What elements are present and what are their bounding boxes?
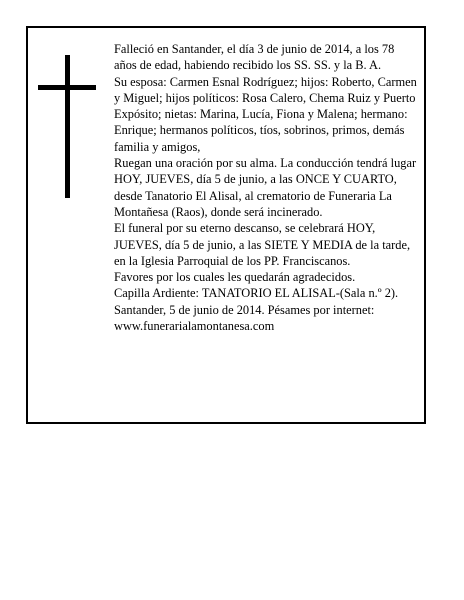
funeral-procession-details: Ruegan una oración por su alma. La conducción tendrá lugar HOY, JUEVES, día 5 de junio, a las ONCE Y CUARTO, desde Tanatorio El Alisal, al crematorio de Funeraria La Montañesa (Raos), donde será incinerado. (114, 156, 417, 219)
cross-vertical-bar (65, 55, 70, 198)
cross-icon (38, 55, 96, 198)
date-and-condolences: Santander, 5 de junio de 2014. Pésames por internet: www.funerarialamontanesa.com (114, 302, 375, 334)
cross-horizontal-bar (38, 85, 96, 90)
chapel-location: Capilla Ardiente: TANATORIO EL ALISAL-(Sala n.º 2). (114, 286, 399, 301)
obituary-notice (26, 26, 426, 424)
family-list: Su esposa: Carmen Esnal Rodríguez; hijos: Roberto, Carmen y Miguel; hijos políticos: Rosa Calero, Chema Ruiz y Puerto Expósito; nietas: Marina, Lucía, Fiona y Malena; hermano: Enrique; hermanos políticos, tíos, sobrinos, primos, demás familia y amigos, (114, 74, 417, 154)
funeral-mass-details: El funeral por su eterno descanso, se celebrará HOY, JUEVES, día 5 de junio, a las SIETE Y MEDIA de la tarde, en la Iglesia Parroquial de los PP. Franciscanos. (114, 221, 411, 268)
death-announcement: Falleció en Santander, el día 3 de junio de 2014, a los 78 años de edad, habiendo recibido los SS. SS. y la B. A. (114, 42, 395, 73)
notice-text (114, 41, 420, 334)
gratitude-line: Favores por los cuales les quedarán agradecidos. (114, 270, 356, 285)
